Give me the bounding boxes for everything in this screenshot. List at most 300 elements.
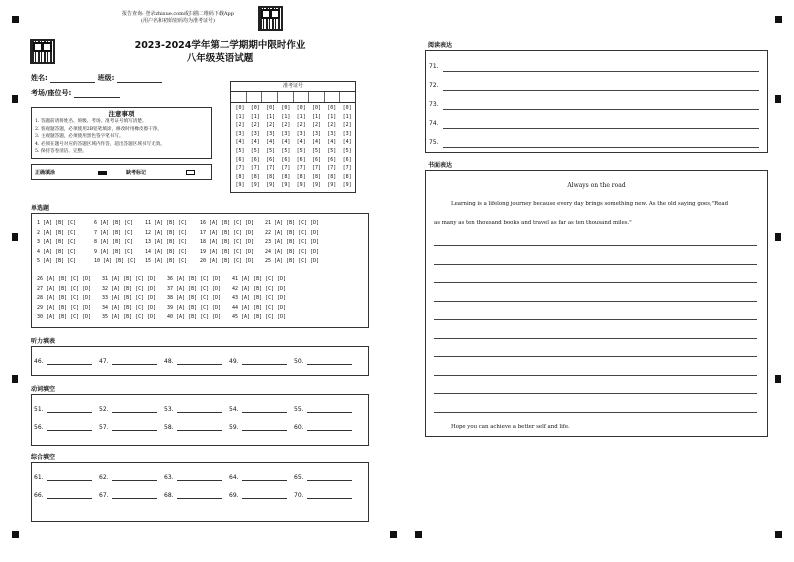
admission-digit-bubble[interactable]: [2] xyxy=(311,122,322,129)
answer-number: 61. xyxy=(34,474,44,481)
reading-number: 71. xyxy=(429,63,439,70)
correct-fill-sample xyxy=(98,171,107,175)
answer-item[interactable] xyxy=(99,424,164,431)
admission-digit-column[interactable] xyxy=(234,104,246,190)
admission-digit-column[interactable] xyxy=(326,104,338,190)
admission-digit-bubble[interactable]: [5] xyxy=(296,147,306,154)
answer-blank[interactable] xyxy=(112,424,157,431)
section-title-listening: 听力填表 xyxy=(31,338,56,345)
admission-digit-bubble[interactable]: [3] xyxy=(235,130,245,137)
answer-item[interactable] xyxy=(294,492,359,499)
admission-digit-bubble[interactable]: [6] xyxy=(235,156,245,163)
admission-digit-bubble[interactable]: [2] xyxy=(281,122,291,129)
cloze-answers-row[interactable] xyxy=(34,492,359,499)
admission-digit-bubble[interactable]: [7] xyxy=(327,165,337,172)
answer-blank[interactable] xyxy=(112,358,157,365)
mcq-question-row[interactable]: 6 [A] [B] [C] xyxy=(94,220,134,226)
answer-number: 50. xyxy=(294,358,304,365)
answer-number: 55. xyxy=(294,406,304,413)
admission-digit-bubble[interactable]: [3] xyxy=(281,130,291,137)
mcq-question-row[interactable]: 28 [A] [B] [C] [D] xyxy=(37,295,92,301)
answer-blank[interactable] xyxy=(242,406,287,413)
answer-number: 48. xyxy=(164,358,174,365)
admission-digit-bubble[interactable]: [9] xyxy=(235,182,245,189)
answer-number: 59. xyxy=(229,424,239,431)
section-title-reading: 阅读表达 xyxy=(428,42,453,49)
admission-digit-bubble[interactable]: [7] xyxy=(266,165,276,172)
answer-item[interactable] xyxy=(99,358,164,365)
admission-digit-bubble[interactable]: [9] xyxy=(342,182,352,189)
mcq-question-row[interactable]: 44 [A] [B] [C] [D] xyxy=(232,304,287,311)
note-item: 2. 客观题答题，必须使用2B铅笔填涂，修改时用橡皮擦干净。 xyxy=(35,126,162,132)
report-notice-line2: (用户名和初始密码均为准考证号) xyxy=(141,18,215,24)
reading-box xyxy=(425,50,768,153)
reading-number: 74. xyxy=(429,120,439,127)
reading-answer-line[interactable] xyxy=(443,90,759,91)
answer-blank[interactable] xyxy=(307,406,352,413)
room-label: 考场/座位号: xyxy=(31,89,72,97)
reading-answer-line[interactable] xyxy=(443,128,759,129)
answer-blank[interactable] xyxy=(177,492,222,499)
answer-number: 51. xyxy=(34,406,44,413)
mcq-question-row[interactable]: 16 [A] [B] [C] [D] xyxy=(200,220,255,226)
admission-digit-bubble[interactable]: [1] xyxy=(266,113,276,120)
writing-line[interactable] xyxy=(434,338,757,339)
admission-digit-bubble[interactable]: [6] xyxy=(327,156,337,163)
admission-digit-column[interactable] xyxy=(280,104,292,190)
admission-digit-bubble[interactable]: [0] xyxy=(327,105,337,111)
answer-blank[interactable] xyxy=(47,406,92,413)
mcq-question-row[interactable]: 21 [A] [B] [C] [D] xyxy=(265,220,320,226)
answer-number: 46. xyxy=(34,358,44,365)
mcq-group[interactable] xyxy=(145,219,187,267)
admission-digit-column[interactable] xyxy=(265,104,277,190)
admission-digit-bubble[interactable]: [7] xyxy=(311,165,322,172)
admission-digit-column[interactable] xyxy=(341,104,353,190)
note-item: 1. 答题前请将姓名、班级、考场、准考证号填写清楚。 xyxy=(35,119,147,124)
mcq-question-row[interactable]: 18 [A] [B] [C] [D] xyxy=(200,239,255,245)
admission-digit-bubble[interactable]: [8] xyxy=(311,173,322,180)
mcq-group[interactable] xyxy=(102,275,156,323)
reading-number: 72. xyxy=(429,82,439,89)
admission-digit-bubble[interactable]: [5] xyxy=(327,147,337,154)
answer-item[interactable] xyxy=(34,358,99,365)
answer-number: 68. xyxy=(164,492,174,499)
qr-code-icon xyxy=(258,6,283,31)
answer-item[interactable] xyxy=(99,406,164,413)
admission-digit-bubble[interactable]: [0] xyxy=(342,105,352,111)
admission-digit-bubble[interactable]: [4] xyxy=(281,139,291,146)
admission-digit-bubble[interactable]: [5] xyxy=(342,147,352,154)
admission-digit-bubble[interactable]: [7] xyxy=(235,165,245,172)
admission-digit-bubble[interactable]: [4] xyxy=(266,139,276,146)
side-mark xyxy=(12,233,18,241)
qr-code-icon xyxy=(30,39,55,64)
cloze-box xyxy=(31,462,369,522)
mcq-question-row[interactable]: 40 [A] [B] [C] [D] xyxy=(167,314,222,320)
admission-digit-column[interactable] xyxy=(249,104,261,190)
admission-digit-bubble[interactable]: [2] xyxy=(296,122,306,129)
admission-digit-bubble[interactable]: [3] xyxy=(342,130,352,137)
writing-text-line: as many as ten thousand books and travel as far as ten thousand miles." xyxy=(434,220,632,226)
answer-blank[interactable] xyxy=(307,492,352,499)
writing-line[interactable] xyxy=(434,375,757,376)
admission-digit-bubble[interactable]: [0] xyxy=(311,105,322,111)
mcq-group[interactable] xyxy=(37,219,76,267)
admission-write-row[interactable] xyxy=(231,92,355,103)
mcq-question-row[interactable]: 37 [A] [B] [C] [D] xyxy=(167,285,222,292)
note-item: 3. 主观题答题，必须使用黑色签字笔书写。 xyxy=(35,134,124,139)
admission-digit-bubble[interactable]: [3] xyxy=(327,130,337,137)
answer-number: 63. xyxy=(164,474,174,481)
answer-blank[interactable] xyxy=(112,474,157,481)
admission-digit-bubble[interactable]: [1] xyxy=(250,113,260,120)
mcq-group[interactable] xyxy=(265,219,319,267)
admission-digit-bubble[interactable]: [0] xyxy=(296,105,306,111)
answer-blank[interactable] xyxy=(47,474,92,481)
notes-list xyxy=(32,118,211,156)
writing-box xyxy=(425,170,768,437)
admission-digit-bubble[interactable]: [8] xyxy=(266,173,276,180)
missing-mark-checkbox[interactable] xyxy=(186,170,195,175)
room-field[interactable] xyxy=(74,91,120,98)
answer-item[interactable] xyxy=(164,424,229,431)
admission-digit-bubble[interactable]: [2] xyxy=(266,122,276,129)
mcq-question-row[interactable]: 41 [A] [B] [C] [D] xyxy=(232,276,287,282)
admission-digit-bubble[interactable]: [9] xyxy=(311,182,322,189)
name-label: 姓名: xyxy=(31,74,48,82)
mcq-question-row[interactable]: 20 [A] [B] [C] [D] xyxy=(200,258,255,264)
mcq-question-row[interactable]: 1 [A] [B] [C] xyxy=(37,220,77,226)
title-line1: 2023-2024学年第二学期期中限时作业 xyxy=(134,40,306,51)
writing-line[interactable] xyxy=(434,393,757,394)
admission-digit-bubble[interactable]: [3] xyxy=(296,130,306,137)
admission-digit-bubble[interactable]: [6] xyxy=(281,156,291,163)
admission-digit-bubble[interactable]: [9] xyxy=(266,182,276,189)
mcq-question-row[interactable]: 19 [A] [B] [C] [D] xyxy=(200,248,255,255)
admission-digit-bubble[interactable]: [1] xyxy=(327,113,337,120)
corner-mark xyxy=(390,531,397,538)
corner-mark xyxy=(775,16,782,23)
answer-number: 49. xyxy=(229,358,239,365)
admission-digit-bubble[interactable]: [6] xyxy=(296,156,306,163)
mcq-group[interactable] xyxy=(167,275,221,323)
writing-title: Always on the road xyxy=(567,182,626,189)
admission-digit-bubble[interactable]: [8] xyxy=(250,173,260,180)
admission-digit-bubble[interactable]: [5] xyxy=(281,147,291,154)
admission-digit-bubble[interactable]: [4] xyxy=(235,139,245,146)
class-label: 班级: xyxy=(97,74,115,82)
answer-number: 47. xyxy=(99,358,109,365)
notes-box xyxy=(31,107,212,159)
answer-number: 67. xyxy=(99,492,109,499)
answer-item[interactable] xyxy=(229,358,294,365)
answer-blank[interactable] xyxy=(242,474,287,481)
reading-answer-line[interactable] xyxy=(443,147,759,148)
admission-digit-bubble[interactable]: [4] xyxy=(327,139,337,146)
mcq-question-row[interactable]: 43 [A] [B] [C] [D] xyxy=(232,295,287,301)
writing-line[interactable] xyxy=(434,319,757,320)
answer-blank[interactable] xyxy=(242,492,287,499)
mcq-question-row[interactable]: 32 [A] [B] [C] [D] xyxy=(102,285,157,292)
corner-mark xyxy=(415,531,422,538)
answer-item[interactable] xyxy=(164,492,229,499)
mcq-question-row[interactable]: 9 [A] [B] [C] xyxy=(94,248,134,255)
mcq-question-row[interactable]: 35 [A] [B] [C] [D] xyxy=(102,314,157,320)
admission-digit-bubble[interactable]: [8] xyxy=(296,173,306,180)
answer-number: 57. xyxy=(99,424,109,431)
reading-answer-line[interactable] xyxy=(443,71,759,72)
answer-blank[interactable] xyxy=(47,424,92,431)
mcq-question-row[interactable]: 39 [A] [B] [C] [D] xyxy=(167,304,222,311)
answer-number: 70. xyxy=(294,492,304,499)
admission-digit-bubble[interactable]: [3] xyxy=(266,130,276,137)
admission-digit-bubble[interactable]: [5] xyxy=(311,147,322,154)
answer-number: 54. xyxy=(229,406,239,413)
notes-title: 注意事项 xyxy=(108,110,135,118)
mcq-question-row[interactable]: 4 [A] [B] [C] xyxy=(37,248,77,255)
answer-blank[interactable] xyxy=(47,358,92,365)
writing-line[interactable] xyxy=(434,301,757,302)
answer-item[interactable] xyxy=(229,474,294,481)
section-title-cloze: 综合填空 xyxy=(31,454,56,461)
answer-item[interactable] xyxy=(34,406,99,413)
admission-digit-bubble[interactable]: [1] xyxy=(281,113,291,120)
answer-number: 66. xyxy=(34,492,44,499)
answer-blank[interactable] xyxy=(307,474,352,481)
mcq-question-row[interactable]: 29 [A] [B] [C] [D] xyxy=(37,304,92,311)
answer-item[interactable] xyxy=(164,358,229,365)
admission-digit-bubble[interactable]: [9] xyxy=(327,182,337,189)
admission-digit-bubble[interactable]: [6] xyxy=(250,156,260,163)
mcq-question-row[interactable]: 25 [A] [B] [C] [D] xyxy=(265,258,320,264)
answer-item[interactable] xyxy=(34,424,99,431)
admission-digit-bubble[interactable]: [2] xyxy=(250,122,260,129)
answer-item[interactable] xyxy=(164,474,229,481)
writing-line[interactable] xyxy=(434,282,757,283)
answer-item[interactable] xyxy=(34,474,99,481)
admission-digit-bubble[interactable]: [6] xyxy=(266,156,276,163)
report-notice xyxy=(112,11,244,25)
name-field[interactable] xyxy=(50,76,95,83)
student-info xyxy=(31,73,162,98)
mcq-question-row[interactable]: 14 [A] [B] [C] xyxy=(145,248,188,255)
mcq-question-row[interactable]: 22 [A] [B] [C] [D] xyxy=(265,229,320,236)
side-mark xyxy=(12,95,18,103)
mcq-group[interactable] xyxy=(94,219,136,267)
answer-item[interactable] xyxy=(164,406,229,413)
mcq-question-row[interactable]: 12 [A] [B] [C] xyxy=(145,229,188,236)
mcq-question-row[interactable]: 33 [A] [B] [C] [D] xyxy=(102,295,157,301)
admission-number-box xyxy=(230,81,356,193)
answer-item[interactable] xyxy=(294,424,359,431)
mcq-question-row[interactable]: 42 [A] [B] [C] [D] xyxy=(232,285,287,292)
writing-ending: Hope you can achieve a better self and life. xyxy=(451,424,570,430)
mcq-question-row[interactable]: 27 [A] [B] [C] [D] xyxy=(37,285,92,292)
admission-digit-bubble[interactable]: [8] xyxy=(327,173,337,180)
fill-example-box xyxy=(31,164,212,180)
verb-answers-row[interactable] xyxy=(34,424,359,431)
side-mark xyxy=(12,375,18,383)
mcq-question-row[interactable]: 7 [A] [B] [C] xyxy=(94,229,134,236)
writing-lines[interactable] xyxy=(434,171,757,436)
admission-digit-bubble[interactable]: [3] xyxy=(311,130,322,137)
answer-item[interactable] xyxy=(34,492,99,499)
admission-digit-bubble[interactable]: [0] xyxy=(235,105,245,111)
reading-answer-line[interactable] xyxy=(443,109,759,110)
listening-answers[interactable] xyxy=(34,358,359,365)
section-title-mcq: 单选题 xyxy=(31,205,50,212)
admission-digit-bubble[interactable]: [1] xyxy=(311,113,322,120)
admission-digit-column[interactable] xyxy=(311,104,323,190)
admission-digit-bubble[interactable]: [1] xyxy=(296,113,306,120)
verbs-box xyxy=(31,394,369,446)
admission-digit-bubble[interactable]: [4] xyxy=(311,139,322,146)
mcq-area[interactable] xyxy=(32,214,368,327)
answer-blank[interactable] xyxy=(47,492,92,499)
mcq-group[interactable] xyxy=(232,275,286,323)
answer-item[interactable] xyxy=(294,358,359,365)
corner-mark xyxy=(775,531,782,538)
admission-digit-bubble[interactable]: [7] xyxy=(250,165,260,172)
mcq-question-row[interactable]: 15 [A] [B] [C] xyxy=(145,258,188,264)
missing-mark-label: 缺考标记 xyxy=(126,170,147,176)
mcq-question-row[interactable]: 38 [A] [B] [C] [D] xyxy=(167,295,222,301)
mcq-question-row[interactable]: 24 [A] [B] [C] [D] xyxy=(265,248,320,255)
note-item: 5. 保持答卷清洁、完整。 xyxy=(35,149,87,154)
admission-digit-bubble[interactable]: [6] xyxy=(342,156,352,163)
answer-item[interactable] xyxy=(294,474,359,481)
answer-number: 60. xyxy=(294,424,304,431)
writing-line[interactable] xyxy=(434,412,757,413)
answer-number: 53. xyxy=(164,406,174,413)
side-mark xyxy=(775,95,781,103)
admission-digit-bubble[interactable]: [1] xyxy=(342,113,352,120)
mcq-question-row[interactable]: 3 [A] [B] [C] xyxy=(37,239,77,245)
admission-digit-bubble[interactable]: [0] xyxy=(266,105,276,111)
mcq-question-row[interactable]: 30 [A] [B] [C] [D] xyxy=(37,314,92,320)
admission-digit-bubble[interactable]: [5] xyxy=(235,147,245,154)
reading-lines[interactable] xyxy=(429,51,764,151)
answer-item[interactable] xyxy=(229,424,294,431)
title-line2: 八年级英语试题 xyxy=(186,53,254,64)
corner-mark xyxy=(12,531,19,538)
admission-digit-bubble[interactable]: [6] xyxy=(311,156,322,163)
admission-digit-bubble[interactable]: [8] xyxy=(235,173,245,180)
mcq-question-row[interactable]: 23 [A] [B] [C] [D] xyxy=(265,239,320,245)
answer-blank[interactable] xyxy=(177,406,222,413)
admission-digit-bubble[interactable]: [7] xyxy=(342,165,352,172)
mcq-question-row[interactable]: 34 [A] [B] [C] [D] xyxy=(102,304,157,311)
mcq-question-row[interactable]: 10 [A] [B] [C] xyxy=(94,258,137,264)
answer-blank[interactable] xyxy=(177,358,222,365)
admission-digit-bubble[interactable]: [1] xyxy=(235,113,245,120)
admission-digit-bubble[interactable]: [4] xyxy=(342,139,352,146)
admission-digit-bubble[interactable]: [2] xyxy=(342,122,352,129)
answer-blank[interactable] xyxy=(112,492,157,499)
answer-blank[interactable] xyxy=(307,424,352,431)
answer-blank[interactable] xyxy=(177,474,222,481)
answer-blank[interactable] xyxy=(242,424,287,431)
mcq-box xyxy=(31,213,369,328)
answer-number: 56. xyxy=(34,424,44,431)
mcq-question-row[interactable]: 36 [A] [B] [C] [D] xyxy=(167,276,222,282)
mcq-group[interactable] xyxy=(200,219,254,267)
answer-item[interactable] xyxy=(99,474,164,481)
writing-line[interactable] xyxy=(434,264,757,265)
admission-digit-bubble[interactable]: [8] xyxy=(342,173,352,180)
admission-digit-bubble[interactable]: [2] xyxy=(327,122,337,129)
answer-number: 58. xyxy=(164,424,174,431)
mcq-group[interactable] xyxy=(37,275,91,323)
mcq-question-row[interactable]: 2 [A] [B] [C] xyxy=(37,229,77,236)
admission-digit-bubble[interactable]: [2] xyxy=(235,122,245,129)
admission-digit-bubble[interactable]: [4] xyxy=(250,139,260,146)
reading-number: 75. xyxy=(429,139,439,146)
admission-digit-bubble[interactable]: [5] xyxy=(250,147,260,154)
writing-text-line: Learning is a lifelong journey because every day brings something new. As the old saying goes,"Read xyxy=(451,201,729,207)
mcq-question-row[interactable]: 17 [A] [B] [C] [D] xyxy=(200,229,255,236)
mcq-question-row[interactable]: 13 [A] [B] [C] xyxy=(145,239,188,245)
admission-digit-bubble[interactable]: [7] xyxy=(296,165,306,172)
admission-digit-bubble[interactable]: [0] xyxy=(281,105,291,111)
writing-line[interactable] xyxy=(434,356,757,357)
answer-number: 52. xyxy=(99,406,109,413)
answer-item[interactable] xyxy=(294,406,359,413)
mcq-question-row[interactable]: 26 [A] [B] [C] [D] xyxy=(37,276,92,282)
correct-fill-label: 正确填涂 xyxy=(35,170,56,176)
mcq-question-row[interactable]: 5 [A] [B] [C] xyxy=(37,258,77,264)
cloze-answers-row[interactable] xyxy=(34,474,359,481)
note-item: 4. 必须在题号对应的答题区域内作答，超出答题区域书写无效。 xyxy=(35,141,165,147)
verb-answers-row[interactable] xyxy=(34,406,359,413)
answer-blank[interactable] xyxy=(307,358,352,365)
admission-digit-bubble[interactable]: [7] xyxy=(281,165,291,172)
listening-box xyxy=(31,346,369,376)
admission-digit-bubble[interactable]: [9] xyxy=(250,182,260,189)
class-field[interactable] xyxy=(117,76,162,83)
answer-item[interactable] xyxy=(229,406,294,413)
admission-digit-bubble[interactable]: [5] xyxy=(266,147,276,154)
answer-number: 64. xyxy=(229,474,239,481)
admission-digit-column[interactable] xyxy=(295,104,307,190)
writing-line[interactable] xyxy=(434,245,757,246)
mcq-question-row[interactable]: 11 [A] [B] [C] xyxy=(145,220,188,226)
admission-digit-bubble[interactable]: [4] xyxy=(296,139,306,146)
answer-blank[interactable] xyxy=(112,406,157,413)
section-title-writing: 书面表达 xyxy=(428,162,453,169)
admission-title: 准考证号 xyxy=(231,82,355,92)
admission-digit-bubble[interactable]: [3] xyxy=(250,130,260,137)
mcq-question-row[interactable]: 8 [A] [B] [C] xyxy=(94,239,134,245)
answer-blank[interactable] xyxy=(177,424,222,431)
answer-item[interactable] xyxy=(99,492,164,499)
answer-number: 69. xyxy=(229,492,239,499)
answer-number: 65. xyxy=(294,474,304,481)
admission-digit-bubble[interactable]: [9] xyxy=(296,182,306,189)
section-title-verbs: 动词填空 xyxy=(31,386,56,393)
mcq-question-row[interactable]: 45 [A] [B] [C] [D] xyxy=(232,314,287,320)
answer-item[interactable] xyxy=(229,492,294,499)
mcq-question-row[interactable]: 31 [A] [B] [C] [D] xyxy=(102,276,157,282)
admission-digit-bubble[interactable]: [8] xyxy=(281,173,291,180)
admission-digit-bubble[interactable]: [9] xyxy=(281,182,291,189)
side-mark xyxy=(775,375,781,383)
admission-bubbles[interactable] xyxy=(234,104,354,192)
reading-number: 73. xyxy=(429,101,439,108)
admission-digit-bubble[interactable]: [0] xyxy=(250,105,260,111)
answer-blank[interactable] xyxy=(242,358,287,365)
